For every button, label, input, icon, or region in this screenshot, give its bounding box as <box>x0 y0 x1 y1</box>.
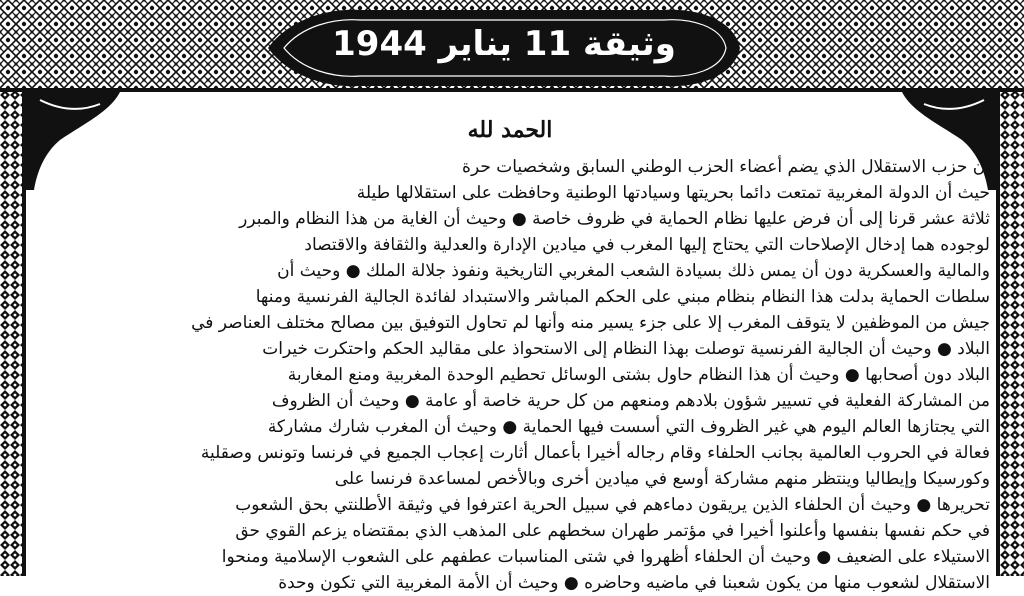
text-line-14: تحريرها ● وحيث أن الحلفاء الذين يريقون دماءهم في سبيل الحرية اعترفوا في وثيقة الأطلنتي بحق الشعوب <box>235 495 990 515</box>
text-line-11: التي يجتازها العالم اليوم هي غير الظروف التي أسست فيها الحماية ● وحيث أن المغرب شارك مشاركة <box>267 417 990 437</box>
text-line-3: ثلاثة عشر قرنا إلى أن فرض عليها نظام الحماية في ظروف خاصة ● وحيث أن الغاية من هذا النظام والمبرر <box>239 209 990 229</box>
document-title: وثيقة 11 يناير 1944 <box>332 24 676 64</box>
text-line-16: الاستيلاء على الضعيف ● وحيث أن الحلفاء أظهروا في شتى المناسبات عطفهم على الشعوب الإسلامية ومنحوا <box>221 547 990 567</box>
text-line-6: سلطات الحماية بدلت هذا النظام بنظام مبني على الحكم المباشر والاستبداد لفائدة الجالية الفرنسية ومنها <box>255 287 990 307</box>
text-line-17: الاستقلال لشعوب منها من يكون شعبنا في ماضيه وحاضره ● وحيث أن الأمة المغربية التي تكون وحدة <box>278 573 990 593</box>
text-line-4: لوجوده هما إدخال الإصلاحات التي يحتاج إليها المغرب في ميادين الإدارة والعدلية والثقافة والاقتصاد <box>304 235 990 255</box>
document-heading: الحمد لله <box>467 117 553 143</box>
text-line-1: إن حزب الاستقلال الذي يضم أعضاء الحزب الوطني السابق وشخصيات حرة <box>462 157 990 177</box>
text-line-13: وكورسيكا وإيطاليا وينتظر منهم مشاركة أوسع في ميادين أخرى وبالأخص لمساعدة فرنسا على <box>334 469 990 489</box>
text-line-15: في حكم نفسها بنفسها وأعلنوا أخيرا في مؤتمر طهران سخطهم على المذهب الذي بمقتضاه يزعم القوي حق <box>235 521 990 541</box>
text-line-5: والمالية والعسكرية دون أن يمس ذلك بسيادة الشعب المغربي التاريخية ونفوذ جلالة الملك ● وحيث أن <box>277 261 990 281</box>
title-cartouche <box>268 0 740 92</box>
text-line-10: من المشاركة الفعلية في تسيير شؤون بلادهم ومنعهم من كل حرية خاصة أو عامة ● وحيث أن الظروف <box>271 391 990 411</box>
text-line-12: فعالة في الحروب العالمية بجانب الحلفاء وقام رجاله أخيرا بأعمال أثارت إعجاب الجميع في فرنسا وتونس وصقلية <box>200 443 990 463</box>
text-line-8: البلاد ● وحيث أن الجالية الفرنسية توصلت بهذا النظام إلى الاستحواذ على مقاليد الحكم واحتكرت خيرات <box>262 339 990 359</box>
document-body <box>30 100 990 593</box>
text-line-9: البلاد دون أصحابها ● وحيث أن هذا النظام حاول بشتى الوسائل تحطيم الوحدة المغربية ومنع المغاربة <box>287 365 990 385</box>
text-line-7: جيش من الموظفين لا يتوقف المغرب إلا على جزء يسير منه وأنها لم تحاول التوفيق بين مصالح مختلف العناصر في <box>191 313 990 333</box>
text-line-2: حيث أن الدولة المغربية تمتعت دائما بحريتها وسيادتها الوطنية وحافظت على استقلالها طيلة <box>356 183 990 203</box>
